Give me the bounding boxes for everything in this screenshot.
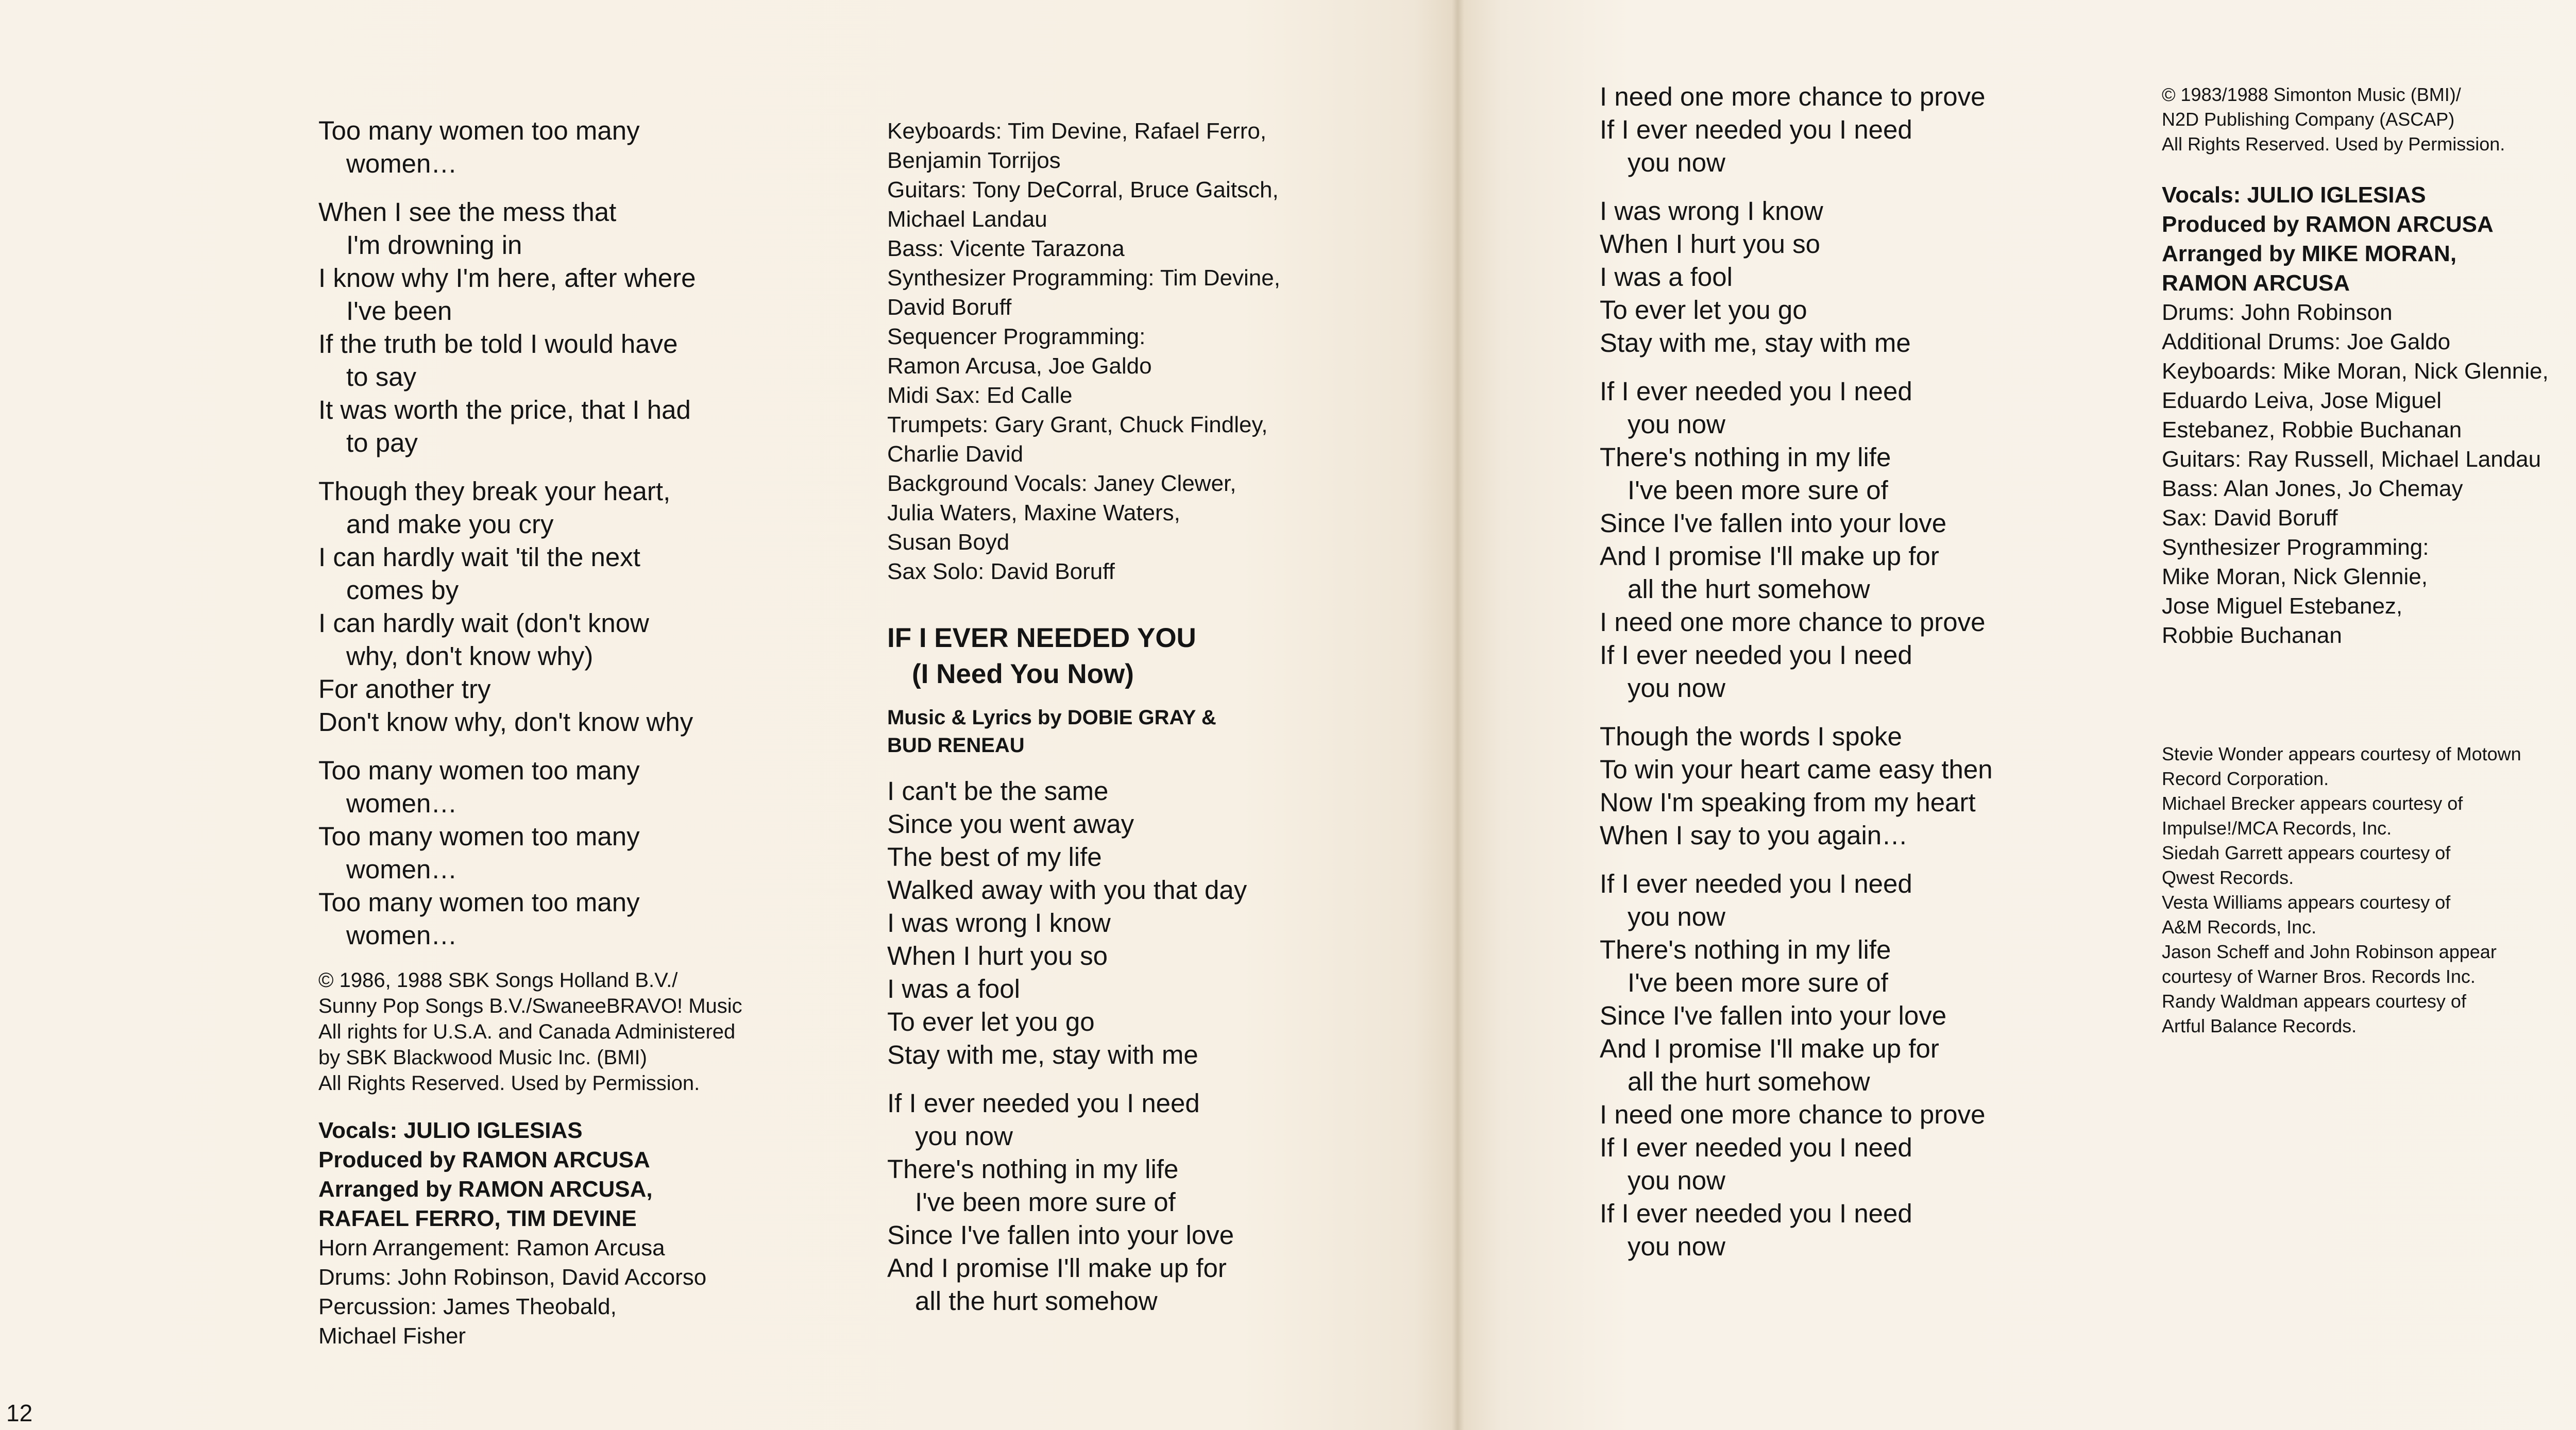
lyric-stanza — [1600, 720, 1993, 852]
credit-line: Keyboards: Mike Moran, Nick Glennie, — [2162, 359, 2549, 384]
credit-line: Bass: Alan Jones, Jo Chemay — [2162, 476, 2463, 501]
lyric-line: Too many women too many — [318, 116, 640, 145]
credit-line-bold: Arranged by RAMON ARCUSA, — [318, 1177, 653, 1202]
lyric-line: Too many women too many — [318, 756, 640, 785]
lyric-line: I've been more sure of — [915, 1187, 1176, 1217]
writers-line: BUD RENEAU — [887, 734, 1025, 757]
lyric-line: I'm drowning in — [346, 230, 522, 260]
copyright-line: All Rights Reserved. Used by Permission. — [2162, 133, 2505, 155]
lyric-line: you now — [915, 1121, 1013, 1151]
lyric-line: you now — [1628, 148, 1725, 177]
song-subtitle: (I Need You Now) — [912, 659, 1134, 689]
lyric-line: all the hurt somehow — [1628, 1067, 1870, 1096]
lyric-line: I can't be the same — [887, 776, 1109, 806]
lyric-line: The best of my life — [887, 842, 1102, 872]
lyric-line: If I ever needed you I need — [887, 1088, 1200, 1118]
copyright-line: Sunny Pop Songs B.V./SwaneeBRAVO! Music — [318, 995, 742, 1017]
lyric-line: Since you went away — [887, 809, 1134, 839]
credit-line: Guitars: Tony DeCorral, Bruce Gaitsch, — [887, 177, 1279, 202]
courtesy-line: A&M Records, Inc. — [2162, 916, 2317, 938]
credit-line-bold: Vocals: JULIO IGLESIAS — [2162, 182, 2426, 208]
lyric-line: women… — [346, 149, 457, 178]
lyric-line: you now — [1628, 1232, 1725, 1261]
lyric-stanza — [1600, 195, 1993, 360]
lyric-line: It was worth the price, that I had — [318, 395, 691, 424]
lyric-line: I need one more chance to prove — [1600, 607, 1986, 637]
writers-line: Music & Lyrics by DOBIE GRAY & — [887, 706, 1216, 729]
copyright-line: All Rights Reserved. Used by Permission. — [318, 1072, 700, 1095]
lyric-line: you now — [1628, 1166, 1725, 1195]
lyric-line: Stay with me, stay with me — [1600, 328, 1911, 358]
lyric-line: I can hardly wait 'til the next — [318, 542, 640, 572]
page-number-left: 12 — [6, 1400, 33, 1426]
lyric-line: Too many women too many — [318, 822, 640, 851]
lyric-line: And I promise I'll make up for — [1600, 541, 1939, 571]
lyric-line: I've been — [346, 296, 452, 326]
credit-line: Horn Arrangement: Ramon Arcusa — [318, 1235, 665, 1261]
courtesy-line: Qwest Records. — [2162, 867, 2294, 888]
lyric-line: Though they break your heart, — [318, 476, 671, 506]
lyric-line: I was wrong I know — [1600, 196, 1823, 226]
col2-lyrics — [887, 775, 1280, 1318]
col1-credits-bold — [318, 1116, 742, 1233]
column-3 — [1600, 80, 1993, 1279]
lyric-stanza — [318, 196, 742, 459]
credit-line: Eduardo Leiva, Jose Miguel — [2162, 388, 2442, 413]
lyric-line: There's nothing in my life — [1600, 935, 1891, 964]
courtesy-line: Randy Waldman appears courtesy of — [2162, 991, 2466, 1012]
lyric-line: If the truth be told I would have — [318, 329, 678, 359]
book-gutter — [1452, 0, 1464, 1430]
column-2 — [887, 116, 1280, 1333]
song-heading — [887, 620, 1280, 692]
lyric-line: If I ever needed you I need — [1600, 1133, 1912, 1162]
credit-line: Keyboards: Tim Devine, Rafael Ferro, — [887, 118, 1267, 144]
lyric-line: comes by — [346, 575, 459, 605]
lyric-line: women… — [346, 789, 457, 818]
credit-line: Estebanez, Robbie Buchanan — [2162, 417, 2462, 442]
lyric-line: There's nothing in my life — [887, 1154, 1179, 1184]
lyric-stanza — [318, 754, 742, 952]
credit-line: Additional Drums: Joe Galdo — [2162, 329, 2451, 354]
column-1 — [318, 114, 742, 1351]
credit-line: Drums: John Robinson, David Accorso — [318, 1265, 707, 1290]
credit-line-bold: Produced by RAMON ARCUSA — [318, 1147, 650, 1172]
lyric-line: and make you cry — [346, 509, 554, 539]
credit-line: Michael Landau — [887, 207, 1047, 232]
lyric-line: To ever let you go — [887, 1007, 1095, 1036]
courtesy-line: Stevie Wonder appears courtesy of Motown — [2162, 743, 2521, 764]
copyright-line: by SBK Blackwood Music Inc. (BMI) — [318, 1046, 647, 1069]
lyric-stanza — [1600, 375, 1993, 705]
lyric-line: you now — [1628, 902, 1725, 931]
credit-line: Guitars: Ray Russell, Michael Landau — [2162, 447, 2541, 472]
col3-lyrics — [1600, 80, 1993, 1263]
column-4 — [2162, 82, 2549, 1039]
col1-lyrics — [318, 114, 742, 952]
courtesy-line: Artful Balance Records. — [2162, 1015, 2357, 1036]
courtesy-line: Impulse!/MCA Records, Inc. — [2162, 818, 2392, 839]
copyright-line: All rights for U.S.A. and Canada Administered — [318, 1020, 736, 1043]
courtesy-line: courtesy of Warner Bros. Records Inc. — [2162, 966, 2476, 987]
credit-line: Drums: John Robinson — [2162, 300, 2393, 325]
lyric-stanza — [318, 114, 742, 180]
lyric-line: If I ever needed you I need — [1600, 115, 1912, 144]
courtesy-line: Michael Brecker appears courtesy of — [2162, 793, 2463, 814]
lyric-line: I was wrong I know — [887, 908, 1111, 938]
col4-credits — [2162, 298, 2549, 650]
lyric-stanza — [887, 1087, 1280, 1318]
lyric-line: To ever let you go — [1600, 295, 1807, 325]
credit-line: Robbie Buchanan — [2162, 623, 2342, 648]
credit-line: Sax Solo: David Boruff — [887, 559, 1115, 584]
lyric-line: women… — [346, 855, 457, 884]
lyric-line: Walked away with you that day — [887, 875, 1247, 905]
credit-line: Michael Fisher — [318, 1323, 466, 1349]
credit-line: Background Vocals: Janey Clewer, — [887, 471, 1236, 496]
credit-line: Benjamin Torrijos — [887, 148, 1061, 173]
lyric-line: When I say to you again… — [1600, 821, 1908, 850]
lyric-line: Since I've fallen into your love — [887, 1220, 1234, 1250]
copyright-line: N2D Publishing Company (ASCAP) — [2162, 109, 2455, 130]
credit-line-bold: RAMON ARCUSA — [2162, 270, 2350, 296]
lyric-line: I need one more chance to prove — [1600, 1100, 1986, 1129]
lyric-line: I need one more chance to prove — [1600, 82, 1986, 111]
courtesy-line: Jason Scheff and John Robinson appear — [2162, 941, 2497, 962]
lyric-line: There's nothing in my life — [1600, 442, 1891, 472]
col1-credits — [318, 1233, 742, 1351]
lyric-line: women… — [346, 921, 457, 950]
lyric-line: Since I've fallen into your love — [1600, 508, 1947, 538]
lyric-line: to pay — [346, 428, 418, 457]
credit-line: Trumpets: Gary Grant, Chuck Findley, — [887, 412, 1268, 437]
lyric-line: To win your heart came easy then — [1600, 755, 1993, 784]
lyric-line: I can hardly wait (don't know — [318, 608, 649, 638]
lyric-line: If I ever needed you I need — [1600, 640, 1912, 670]
copyright-line: © 1986, 1988 SBK Songs Holland B.V./ — [318, 969, 678, 992]
lyric-line: If I ever needed you I need — [1600, 869, 1912, 898]
credit-line-bold: Produced by RAMON ARCUSA — [2162, 212, 2494, 237]
lyric-line: why, don't know why) — [346, 641, 594, 671]
lyric-line: When I hurt you so — [1600, 229, 1821, 259]
credit-line: Percussion: James Theobald, — [318, 1294, 617, 1319]
lyric-line: I was a fool — [887, 974, 1020, 1003]
lyric-line: I was a fool — [1600, 262, 1733, 292]
lyric-line: For another try — [318, 674, 491, 704]
credit-line: Synthesizer Programming: Tim Devine, — [887, 265, 1280, 291]
song-title: IF I EVER NEEDED YOU — [887, 623, 1196, 653]
credit-line: Jose Miguel Estebanez, — [2162, 593, 2403, 619]
credit-line: Synthesizer Programming: — [2162, 535, 2429, 560]
song-writers — [887, 704, 1280, 759]
credit-line: Sax: David Boruff — [2162, 505, 2338, 531]
lyric-stanza — [1600, 867, 1993, 1263]
lyric-line: And I promise I'll make up for — [1600, 1034, 1939, 1063]
lyric-line: all the hurt somehow — [915, 1286, 1158, 1316]
lyric-line: If I ever needed you I need — [1600, 377, 1912, 406]
courtesy-line: Siedah Garrett appears courtesy of — [2162, 842, 2451, 863]
credit-line: Mike Moran, Nick Glennie, — [2162, 564, 2428, 589]
lyric-line: Now I'm speaking from my heart — [1600, 788, 1976, 817]
credit-line-bold: Vocals: JULIO IGLESIAS — [318, 1118, 583, 1143]
col2-credits — [887, 116, 1280, 586]
lyric-stanza — [887, 775, 1280, 1071]
credit-line: Sequencer Programming: — [887, 324, 1146, 349]
lyric-line: When I hurt you so — [887, 941, 1108, 971]
courtesy-line: Vesta Williams appears courtesy of — [2162, 892, 2451, 913]
lyric-line: I know why I'm here, after where — [318, 263, 696, 293]
col4-courtesy — [2162, 742, 2549, 1039]
credit-line: Ramon Arcusa, Joe Galdo — [887, 353, 1152, 379]
col4-credits-bold — [2162, 180, 2549, 298]
lyric-stanza — [1600, 80, 1993, 179]
courtesy-line: Record Corporation. — [2162, 768, 2329, 789]
lyric-line: all the hurt somehow — [1628, 574, 1870, 604]
col1-copyright — [318, 967, 742, 1096]
lyric-line: Stay with me, stay with me — [887, 1040, 1198, 1069]
lyric-line: Don't know why, don't know why — [318, 707, 693, 737]
lyric-line: Since I've fallen into your love — [1600, 1001, 1947, 1030]
credit-line: Susan Boyd — [887, 530, 1010, 555]
credit-line: Julia Waters, Maxine Waters, — [887, 500, 1180, 525]
lyric-line: Too many women too many — [318, 888, 640, 917]
lyric-line: And I promise I'll make up for — [887, 1253, 1227, 1283]
lyric-line: Though the words I spoke — [1600, 722, 1902, 751]
credit-line: Bass: Vicente Tarazona — [887, 236, 1125, 261]
credit-line: David Boruff — [887, 295, 1012, 320]
credit-line-bold: Arranged by MIKE MORAN, — [2162, 241, 2457, 266]
lyric-line: When I see the mess that — [318, 197, 617, 227]
lyric-line: you now — [1628, 410, 1725, 439]
col4-copyright — [2162, 82, 2549, 157]
lyric-line: If I ever needed you I need — [1600, 1199, 1912, 1228]
lyric-stanza — [318, 475, 742, 739]
credit-line-bold: RAFAEL FERRO, TIM DEVINE — [318, 1206, 637, 1231]
lyric-line: you now — [1628, 673, 1725, 703]
lyric-line: I've been more sure of — [1628, 968, 1888, 997]
credit-line: Midi Sax: Ed Calle — [887, 383, 1073, 408]
credit-line: Charlie David — [887, 441, 1024, 467]
copyright-line: © 1983/1988 Simonton Music (BMI)/ — [2162, 84, 2461, 105]
lyric-line: I've been more sure of — [1628, 475, 1888, 505]
lyric-line: to say — [346, 362, 417, 391]
